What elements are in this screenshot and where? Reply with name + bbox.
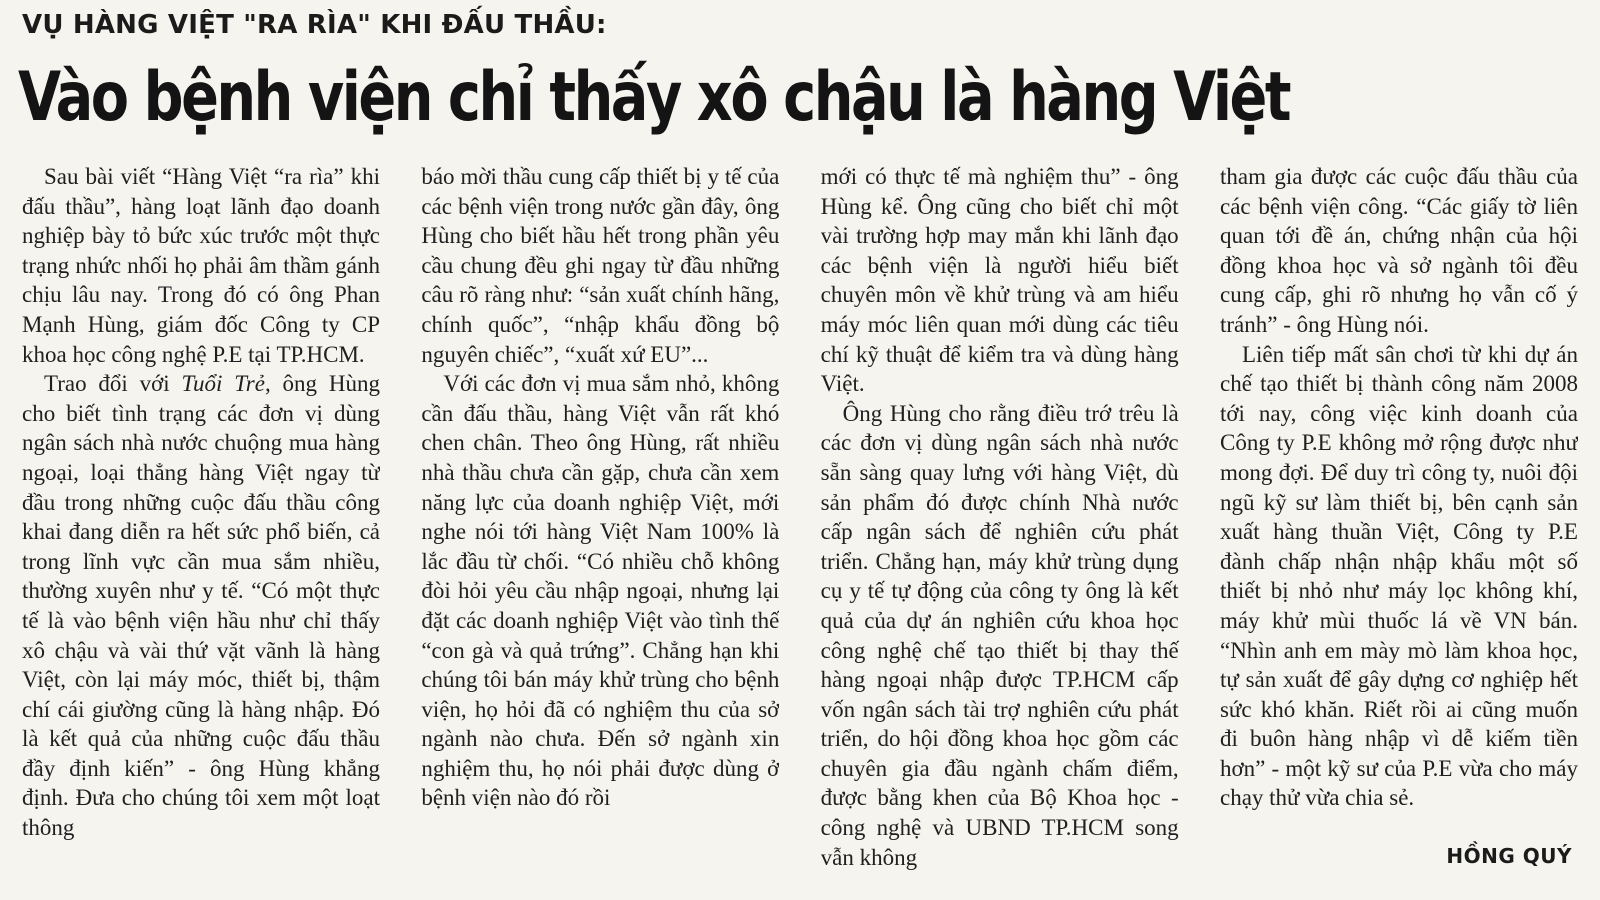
article-body (22, 162, 1578, 872)
article-column-2 (421, 162, 779, 872)
paragraph: Với các đơn vị mua sắm nhỏ, không cần đấu thầu, hàng Việt vẫn rất khó chen chân. Theo ông Hùng, rất nhiều nhà thầu chưa cần gặp, chưa cần xem năng lực của doanh nghiệp Việt, mới nghe nói tới hàng Việt Nam 100% là lắc đầu từ chối. “Có nhiều chỗ không đòi hỏi yêu cầu nhập ngoại, nhưng lại đặt các doanh nghiệp Việt vào tình thế “con gà và quả trứng”. Chẳng hạn khi chúng tôi bán máy khử trùng cho bệnh viện, họ hỏi đã có nghiệm thu của sở ngành nào chưa. Đến sở ngành xin nghiệm thu, họ nói phải được dùng ở bệnh viện nào đó rồi (421, 371, 780, 811)
article-headline: Vào bệnh viện chỉ thấy xô chậu là hàng Việt (18, 58, 1290, 137)
paragraph: mới có thực tế mà nghiệm thu” - ông Hùng kể. Ông cũng cho biết chỉ một vài trường hợp may mắn khi lãnh đạo các bệnh viện là người hiểu biết chuyên môn về khử trùng và am hiểu máy móc liên quan mới dùng các tiêu chí kỹ thuật để kiểm tra và dùng hàng Việt. (820, 164, 1179, 397)
article-column-1 (22, 162, 380, 872)
paragraph: tham gia được các cuộc đấu thầu của các bệnh viện công. “Các giấy tờ liên quan tới đề án, chứng nhận của hội đồng khoa học và sở ngành tôi đều cung cấp, ghi rõ nhưng họ vẫn cố ý tránh” - ông Hùng nói. (1219, 164, 1578, 337)
paragraph: Sau bài viết “Hàng Việt “ra rìa” khi đấu thầu”, hàng loạt lãnh đạo doanh nghiệp bày tỏ bức xúc trước một thực trạng nhức nhối họ phải âm thầm gánh chịu lâu nay. Trong đó có ông Phan Mạnh Hùng, giám đốc Công ty CP khoa học công nghệ P.E tại TP.HCM. (22, 164, 380, 367)
paragraph: Ông Hùng cho rằng điều trớ trêu là các đơn vị dùng ngân sách nhà nước sẵn sàng quay lưng với hàng Việt, dù sản phẩm đó được chính Nhà nước cấp ngân sách để nghiên cứu phát triển. Chẳng hạn, máy khử trùng dụng cụ y tế tự động của công ty ông là kết quả của dự án nghiên cứu khoa học công nghệ chế tạo thiết bị thay thế hàng ngoại nhập được TP.HCM cấp vốn ngân sách tài trợ nghiên cứu phát triển, do hội đồng khoa học gồm các chuyên gia đầu ngành chấm điểm, được bằng khen của Bộ Khoa học - công nghệ và UBND TP.HCM song vẫn không (820, 400, 1179, 870)
paragraph (22, 369, 380, 843)
article-column-3 (821, 162, 1179, 872)
paragraph-text: , ông Hùng cho biết tình trạng các đơn vị dùng ngân sách nhà nước chuộng mua hàng ngoại, loại thẳng hàng Việt ngay từ đầu trong những cuộc đấu thầu công khai đang diễn ra hết sức phổ biến, cả trong lĩnh vực cần mua sắm nhiều, thường xuyên như y tế. “Có một thực tế là vào bệnh viện hầu như chỉ thấy xô chậu và vài thứ vặt vãnh là hàng Việt, còn lại máy móc, thiết bị, thậm chí cái giường cũng là hàng nhập. Đó là kết quả của những cuộc đấu thầu đầy định kiến” - ông Hùng khẳng định. Đưa cho chúng tôi xem một loạt thông (22, 371, 380, 841)
paragraph: Liên tiếp mất sân chơi từ khi dự án chế tạo thiết bị thành công năm 2008 tới nay, công việc kinh doanh của Công ty P.E không mở rộng được như mong đợi. Để duy trì công ty, nuôi đội ngũ kỹ sư làm thiết bị, bên cạnh sản xuất hàng thuần Việt, Công ty P.E đành chấp nhận nhập khẩu một số thiết bị nhỏ như máy lọc không khí, máy khử mùi thuốc lá về VN bán. “Nhìn anh em mày mò làm khoa học, tự sản xuất để gây dựng cơ nghiệp hết sức khó khăn. Riết rồi ai cũng muốn đi buôn hàng nhập vì dễ kiếm tiền hơn” - một kỹ sư của P.E vừa cho máy chạy thử vừa chia sẻ. (1219, 341, 1578, 811)
article-byline: HỒNG QUÝ (1446, 844, 1572, 868)
newspaper-name: Tuổi Trẻ (181, 371, 265, 397)
article-column-4 (1220, 162, 1578, 872)
paragraph: báo mời thầu cung cấp thiết bị y tế của các bệnh viện trong nước gần đây, ông Hùng cho biết hầu hết trong phần yêu cầu chung đều ghi ngay từ đầu những câu rõ ràng như: “sản xuất chính hãng, chính quốc”, “nhập khẩu đồng bộ nguyên chiếc”, “xuất xứ EU”... (421, 164, 780, 367)
article-kicker: VỤ HÀNG VIỆT "RA RÌA" KHI ĐẤU THẦU: (22, 10, 607, 40)
paragraph-text: Trao đổi với (44, 371, 182, 397)
